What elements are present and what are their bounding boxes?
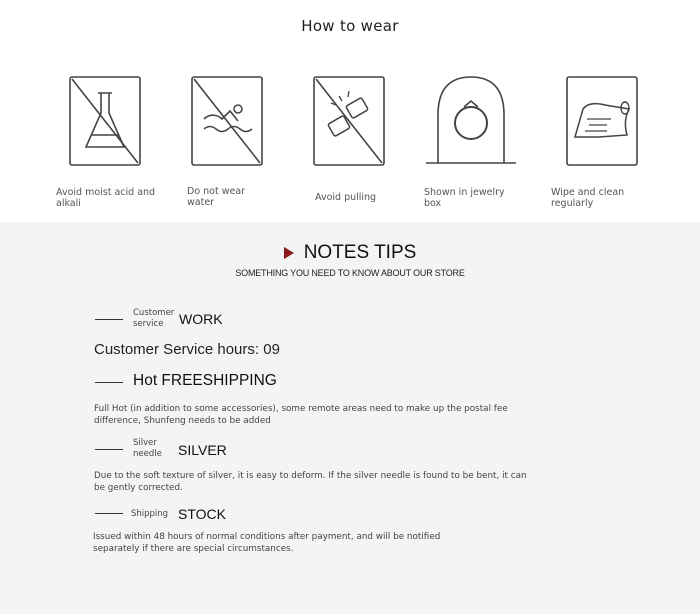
service-hours: Customer Service hours: 09 <box>94 341 280 358</box>
freeshipping-label: Hot FREESHIPPING <box>133 372 277 389</box>
caption-wipe: Wipe and clean regularly <box>551 187 625 209</box>
stock-text: Issued within 48 hours of normal conditions after payment, and will be notified separately if there are special circumstances. <box>93 532 441 554</box>
divider-dash <box>95 513 123 514</box>
pull-crossed-icon <box>312 75 386 167</box>
stock-small-label: Shipping <box>131 509 169 519</box>
jewelry-box-icon <box>426 75 516 167</box>
divider-dash <box>95 382 123 383</box>
freeshipping-text: Full Hot (in addition to some accessories), some remote areas need to make up the postal fee difference, Shunfeng needs to be added <box>94 404 508 426</box>
wipe-cloth-icon <box>565 75 639 167</box>
caption-acid-alkali: Avoid moist acid and alkali <box>56 187 156 209</box>
work-small-label: Customer service <box>133 308 175 329</box>
stock-label: STOCK <box>178 506 226 522</box>
silver-small-label: Silver needle <box>133 438 162 459</box>
silver-label: SILVER <box>178 442 227 458</box>
caption-water: Do not wear water <box>187 186 246 208</box>
swim-crossed-icon <box>190 75 264 167</box>
triangle-icon <box>284 247 294 259</box>
notes-heading <box>0 242 700 264</box>
flask-crossed-icon <box>68 75 142 167</box>
work-label: WORK <box>179 311 223 327</box>
divider-dash <box>95 319 123 320</box>
caption-jewelry-box: Shown in jewelry box <box>424 187 505 209</box>
divider-dash <box>95 449 123 450</box>
caption-pulling: Avoid pulling <box>315 192 377 203</box>
silver-text: Due to the soft texture of silver, it is easy to deform. If the silver needle is found to be bent, it can be gently corrected. <box>94 471 527 493</box>
notes-subtitle: SOMETHING YOU NEED TO KNOW ABOUT OUR STORE <box>235 268 465 278</box>
how-to-wear-title: How to wear <box>301 17 399 35</box>
notes-title: NOTES TIPS <box>303 242 417 263</box>
